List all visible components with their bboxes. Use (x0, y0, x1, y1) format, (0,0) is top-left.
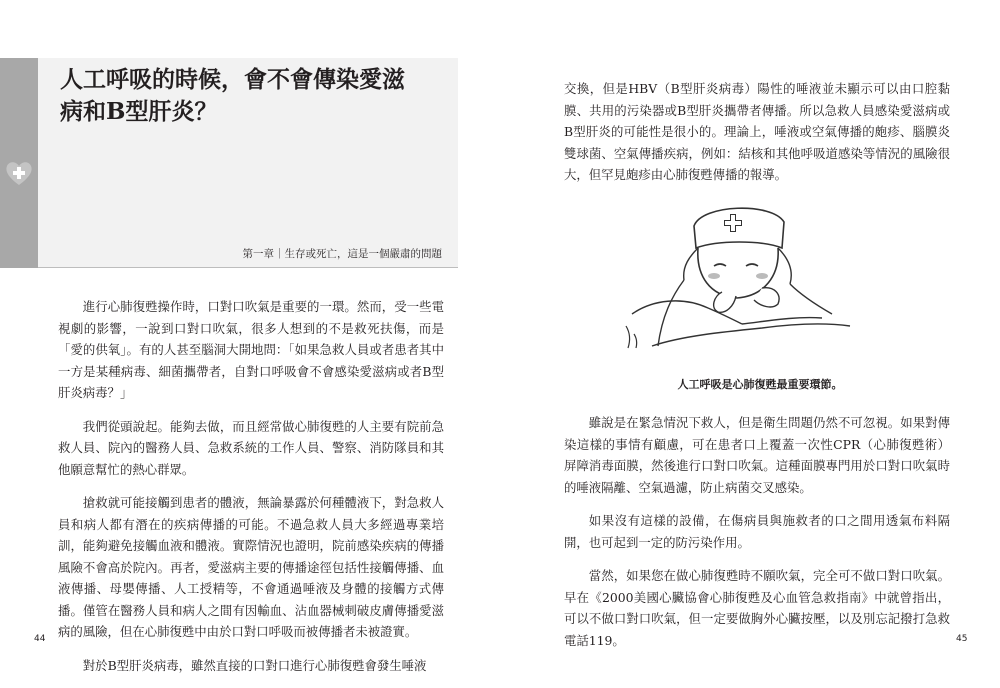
page-title: 人工呼吸的時候，會不會傳染愛滋病和B型肝炎？ (60, 66, 405, 125)
left-body (58, 296, 444, 688)
chapter-heading: 第一章｜生存或死亡，這是一個嚴肅的問題 (242, 248, 442, 260)
right-bottom-body (564, 412, 950, 663)
paragraph: 雖說是在緊急情況下救人，但是衛生問題仍然不可忽視。如果對傳染這樣的事情有顧慮，可在患者口上覆蓋一次性CPR（心肺復甦術）屏障消毒面膜，然後進行口對口吹氣。這種面膜專門用於口對口吹氣時的唾液隔離、空氣過濾，防止病菌交叉感染。 (564, 415, 950, 495)
paragraph: 交換，但是HBV（B型肝炎病毒）陽性的唾液並未顯示可以由口腔黏膜、共用的污染器或B型肝炎攜帶者傳播。所以急救人員感染愛滋病或B型肝炎的可能性是很小的。理論上，唾液或空氣傳播的皰疹、腦膜炎雙球菌、空氣傳播疾病，例如：結核和其他呼吸道感染等情況的風險很大，但罕見皰疹由心肺復甦傳播的報導。 (564, 81, 950, 182)
paragraph: 我們從頭說起。能夠去做，而且經常做心肺復甦的人主要有院前急救人員、院內的醫務人員、急救系統的工作人員、警察、消防隊員和其他願意幫忙的熱心群眾。 (58, 418, 444, 477)
illustration-caption: 人工呼吸是心肺復甦最重要環節。 (677, 378, 843, 391)
paragraph: 搶救就可能接觸到患者的體液，無論暴露於何種體液下，對急救人員和病人都有潛在的疾病傳播的可能。不過急救人員大多經過專業培訓，能夠避免接觸血液和體液。實際情況也證明，院前感染疾病的傳播風險不會高於院內。再者，愛滋病主要的傳播途徑包括性接觸傳播、血液傳播、母嬰傳播、人工授精等，不會通過唾液及身體的接觸方式傳播。僅管在醫務人員和病人之間有因輸血、沾血器械刺破皮膚傳播愛滋病的風險，但在心肺復甦中由於口對口呼吸而被傳播者未被證實。 (58, 495, 444, 639)
paragraph: 當然，如果您在做心肺復甦時不願吹氣，完全可不做口對口吹氣。早在《2000美國心臟協會心肺復甦及心血管急救指南》中就曾指出，可以不做口對口吹氣，但一定要做胸外心臟按壓，以及別忘記撥打急救電話119。 (564, 568, 950, 648)
left-page (0, 0, 500, 676)
nurse-cpr-illustration (622, 196, 852, 371)
right-top-body (564, 78, 950, 198)
page-number: 44 (34, 634, 46, 644)
paragraph: 對於B型肝炎病毒，雖然直接的口對口進行心肺復甦會發生唾液 (82, 657, 427, 673)
chapter-side-tab (0, 58, 38, 268)
paragraph: 進行心肺復甦操作時，口對口吹氣是重要的一環。然而，受一些電視劇的影響，一說到口對口吹氣，很多人想到的不是救死扶傷，而是「愛的供氧」。有的人甚至腦洞大開地問：「如果急救人員或者患者其中一方是某種病毒、細菌攜帶者，自對口呼吸會不會感染愛滋病或者B型肝炎病毒？」 (58, 299, 444, 400)
page-number: 45 (956, 634, 968, 644)
paragraph: 如果沒有這樣的設備，在傷病員與施救者的口之間用透氣布料隔開，也可起到一定的防污染作用。 (564, 513, 950, 550)
heart-plus-icon (4, 158, 34, 188)
header-divider (38, 267, 458, 268)
right-page (500, 0, 1000, 676)
